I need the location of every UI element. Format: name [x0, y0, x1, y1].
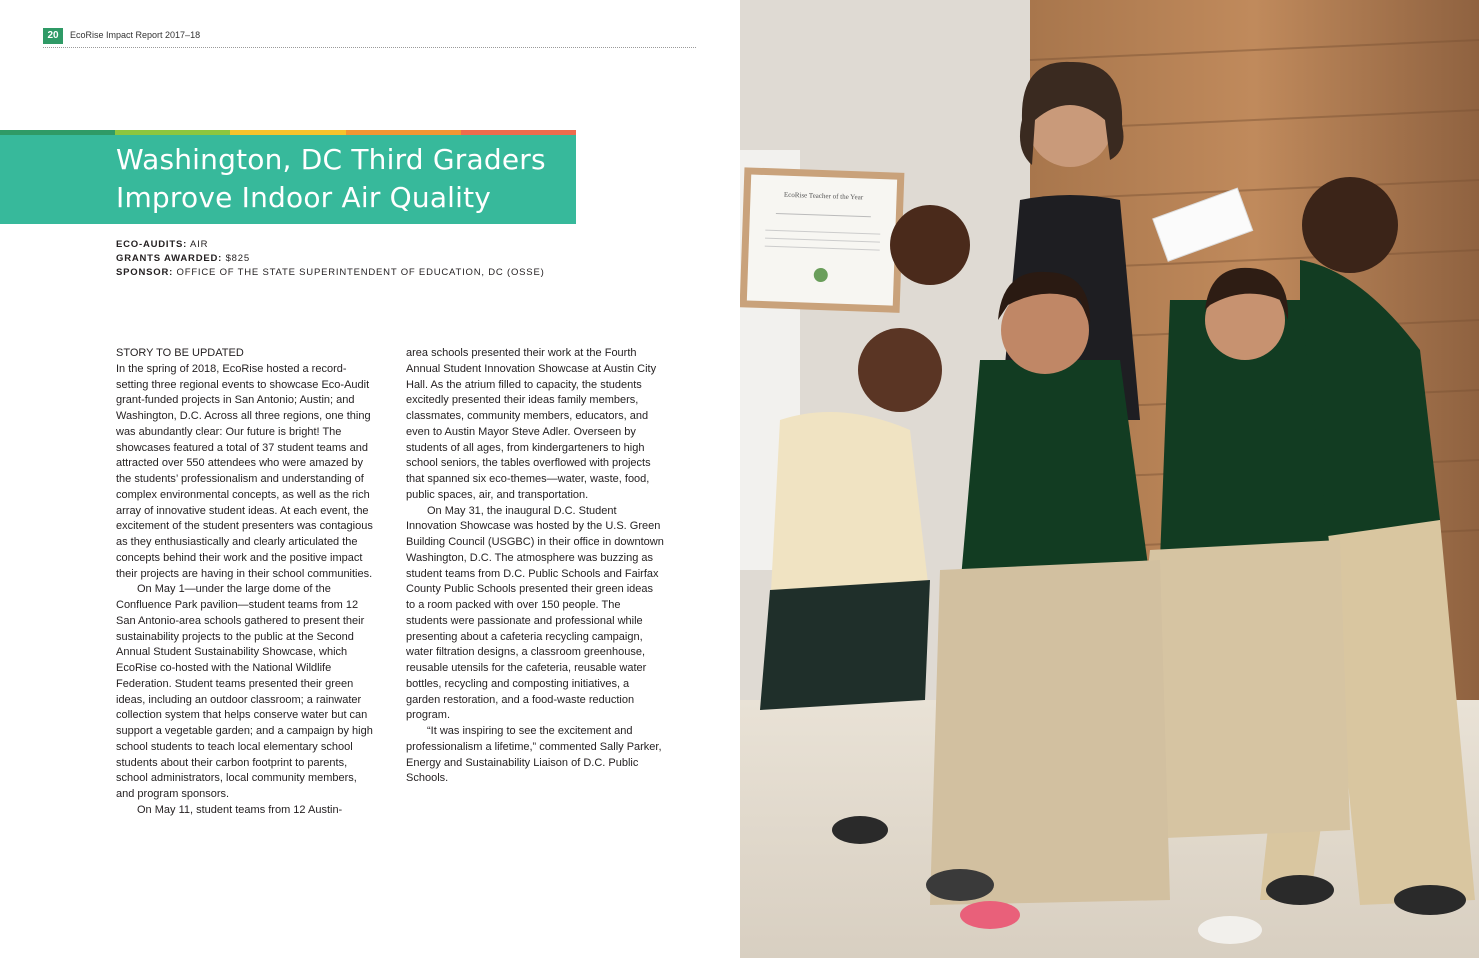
title-line-1: Washington, DC Third Graders — [116, 143, 546, 176]
sponsor-label: SPONSOR: — [116, 267, 174, 278]
grants-label: GRANTS AWARDED: — [116, 253, 223, 264]
title-line-2: Improve Indoor Air Quality — [116, 181, 492, 214]
page-number: 20 — [43, 28, 63, 44]
paragraph: In the spring of 2018, EcoRise hosted a record-setting three regional events to showcase Eco-Audit grant-funded projects in San Antonio; Austin; and Washington, D.C. Across all three regions, one thing was abundantly clear: Our future is bright! The showcases featured a total of 37 student teams and attracted over 550 attendees who were amazed by the students’ professionalism and understanding of complex environmental concepts, as well as the rich array of innovative student ideas. At each event, the excitement of the student presenters was contagious as they enthusiastically and clearly articulated the concepts behind their work and the positive impact their projects are having in their school communities. — [116, 362, 373, 580]
running-title: EcoRise Impact Report 2017–18 — [70, 30, 201, 40]
grants-value: $825 — [225, 253, 250, 264]
sponsor-line — [116, 266, 636, 280]
paragraph: On May 1—under the large dome of the Confluence Park pavilion—student teams from 12 San Antonio-area schools gathered to present their sustainability projects to the public at the Second Annual Student Sustainability Showcase, which EcoRise co-hosted with the National Wildlife Federation. Student teams presented their green ideas, including an outdoor classroom; a rainwater collection system that helps conserve water but can support a vegetable garden; and a campaign by high school students to teach local elementary school students about their carbon footprint to parents, school administrators, local community members, and program sponsors. — [116, 583, 373, 800]
paragraph: “It was inspiring to see the excitement and professionalism a lifetime,” commented Sally Parker, Energy and Sustainability Liaison of D.C. Public Schools. — [406, 725, 662, 785]
eco-audits-line — [116, 238, 636, 252]
photo-illustration — [740, 0, 1479, 958]
title-band — [0, 135, 576, 224]
grants-line — [116, 252, 636, 266]
paragraph: STORY TO BE UPDATED — [116, 347, 244, 359]
certificate-heading: EcoRise Teacher of the Year — [783, 190, 864, 202]
body-column-2 — [406, 346, 664, 787]
paragraph: area schools presented their work at the Fourth Annual Student Innovation Showcase at Austin City Hall. As the atrium filled to capacity, the students excitedly presented their ideas family members, classmates, community members, educators, and even to Austin Mayor Steve Adler. Overseen by students of all ages, from kindergarteners to high school seniors, the tables overflowed with projects that spanned six eco-themes—water, waste, food, public spaces, air, and transportation. — [406, 347, 657, 501]
certificate-frame — [740, 167, 904, 312]
group-photo — [740, 0, 1479, 958]
eco-audits-label: ECO-AUDITS: — [116, 239, 188, 250]
project-meta — [116, 238, 636, 280]
paragraph: On May 31, the inaugural D.C. Student Innovation Showcase was hosted by the U.S. Green Building Council (USGBC) in their office in downtown Washington, D.C. The atmosphere was buzzing as student teams from D.C. Public Schools and Fairfax County Public Schools presented their green ideas to a room packed with over 150 people. The students were passionate and professional while presenting about a cafeteria recycling campaign, water filtration designs, a classroom greenhouse, reusable utensils for the cafeteria, reusable water bottles, recycling and composting initiatives, a garden restoration, and a food-waste reduction program. — [406, 504, 664, 722]
body-column-1 — [116, 346, 378, 819]
article-title — [116, 141, 566, 217]
eco-audits-value: AIR — [190, 239, 209, 250]
sponsor-value: OFFICE OF THE STATE SUPERINTENDENT OF EDUCATION, DC (OSSE) — [176, 267, 545, 278]
paragraph: On May 11, student teams from 12 Austin- — [137, 803, 343, 816]
page-header — [43, 28, 696, 48]
